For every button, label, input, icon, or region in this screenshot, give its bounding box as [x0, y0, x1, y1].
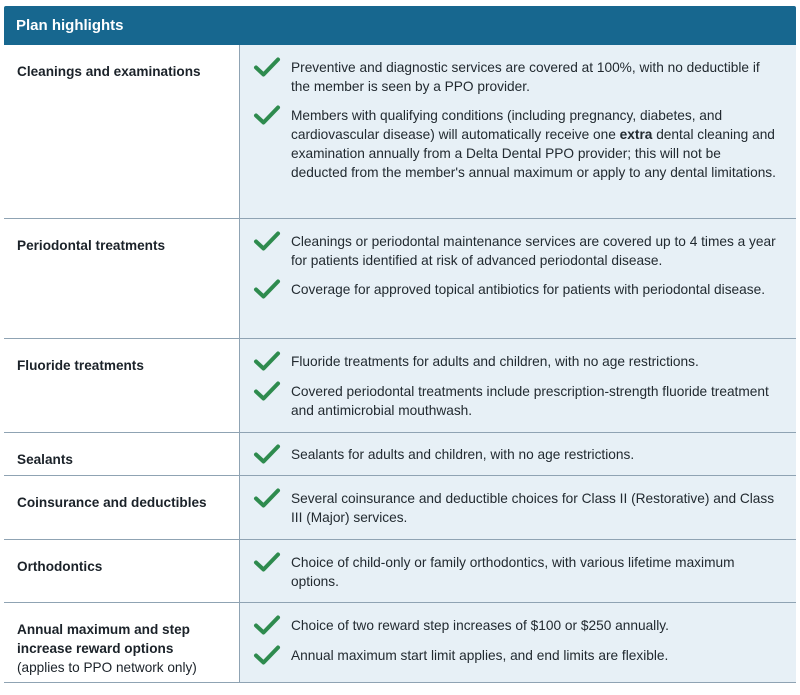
check-mark-icon — [253, 614, 281, 636]
row-label-text: Sealants — [17, 452, 73, 467]
table-row — [4, 219, 796, 339]
check-mark-icon — [253, 487, 281, 509]
highlight-item — [253, 106, 776, 182]
row-content — [240, 339, 796, 432]
highlight-item — [253, 58, 776, 96]
highlight-text: Covered periodontal treatments include prescription-strength fluoride treatment and antimicrobial mouthwash. — [291, 384, 769, 418]
table-row — [4, 476, 796, 540]
highlight-item — [253, 489, 776, 527]
row-label-text: Orthodontics — [17, 559, 103, 574]
highlight-item — [253, 553, 776, 591]
table-row — [4, 45, 796, 219]
table-row — [4, 603, 796, 683]
highlight-text: Preventive and diagnostic services are covered at 100%, with no deductible if the member is seen by a PPO provider. — [291, 60, 760, 94]
row-content — [240, 540, 796, 602]
row-content — [240, 476, 796, 539]
row-label — [4, 45, 240, 218]
table-row — [4, 433, 796, 476]
row-label-text: Periodontal treatments — [17, 238, 166, 253]
row-label-text: Annual maximum and step increase reward options — [17, 622, 190, 656]
row-content — [240, 433, 796, 475]
row-content — [240, 219, 796, 338]
highlight-text — [291, 106, 776, 182]
table-header — [4, 6, 796, 45]
header-title: Plan highlights — [16, 17, 124, 34]
row-content — [240, 45, 796, 218]
row-label-text: Cleanings and examinations — [17, 64, 201, 79]
row-label — [4, 540, 240, 602]
check-mark-icon — [253, 56, 281, 78]
check-mark-icon — [253, 350, 281, 372]
row-label-text: Coinsurance and deductibles — [17, 495, 207, 510]
plan-highlights-table — [4, 6, 796, 683]
highlight-text: Cleanings or periodontal maintenance services are covered up to 4 times a year for patients identified at risk of advanced periodontal disease. — [291, 234, 776, 268]
table-row — [4, 339, 796, 433]
highlight-item — [253, 232, 776, 270]
highlight-text: Choice of child-only or family orthodontics, with various lifetime maximum options. — [291, 555, 735, 589]
highlight-item — [253, 616, 776, 636]
highlight-text-part: dental cleaning and examination annually from a Delta Dental PPO provider; this will not be deducted from the member's annual maximum or apply to any dental limitations. — [291, 127, 776, 180]
highlight-text: Choice of two reward step increases of $100 or $250 annually. — [291, 618, 669, 633]
highlight-item — [253, 382, 776, 420]
row-label — [4, 219, 240, 338]
row-sublabel: (applies to PPO network only) — [17, 660, 197, 675]
check-mark-icon — [253, 644, 281, 666]
check-mark-icon — [253, 380, 281, 402]
highlight-item — [253, 280, 776, 300]
check-mark-icon — [253, 551, 281, 573]
check-mark-icon — [253, 443, 281, 465]
highlight-item — [253, 445, 776, 465]
row-label — [4, 433, 240, 475]
highlight-item — [253, 352, 776, 372]
highlight-text: Several coinsurance and deductible choices for Class II (Restorative) and Class III (Major) services. — [291, 491, 775, 525]
highlight-text-part: Members with qualifying conditions (including pregnancy, diabetes, and cardiovascular disease) will automatically receive one — [291, 108, 723, 142]
row-label — [4, 339, 240, 432]
check-mark-icon — [253, 230, 281, 252]
highlight-text: Coverage for approved topical antibiotics for patients with periodontal disease. — [291, 282, 766, 297]
highlight-item — [253, 646, 776, 666]
row-label — [4, 603, 240, 682]
table-row — [4, 540, 796, 603]
check-mark-icon — [253, 104, 281, 126]
row-label — [4, 476, 240, 539]
row-label-text: Fluoride treatments — [17, 358, 144, 373]
highlight-text: Annual maximum start limit applies, and end limits are flexible. — [291, 648, 669, 663]
table-body — [4, 45, 796, 683]
check-mark-icon — [253, 278, 281, 300]
highlight-text-emphasis: extra — [619, 127, 653, 142]
highlight-text: Sealants for adults and children, with no age restrictions. — [291, 447, 635, 462]
row-content — [240, 603, 796, 682]
highlight-text: Fluoride treatments for adults and children, with no age restrictions. — [291, 354, 699, 369]
